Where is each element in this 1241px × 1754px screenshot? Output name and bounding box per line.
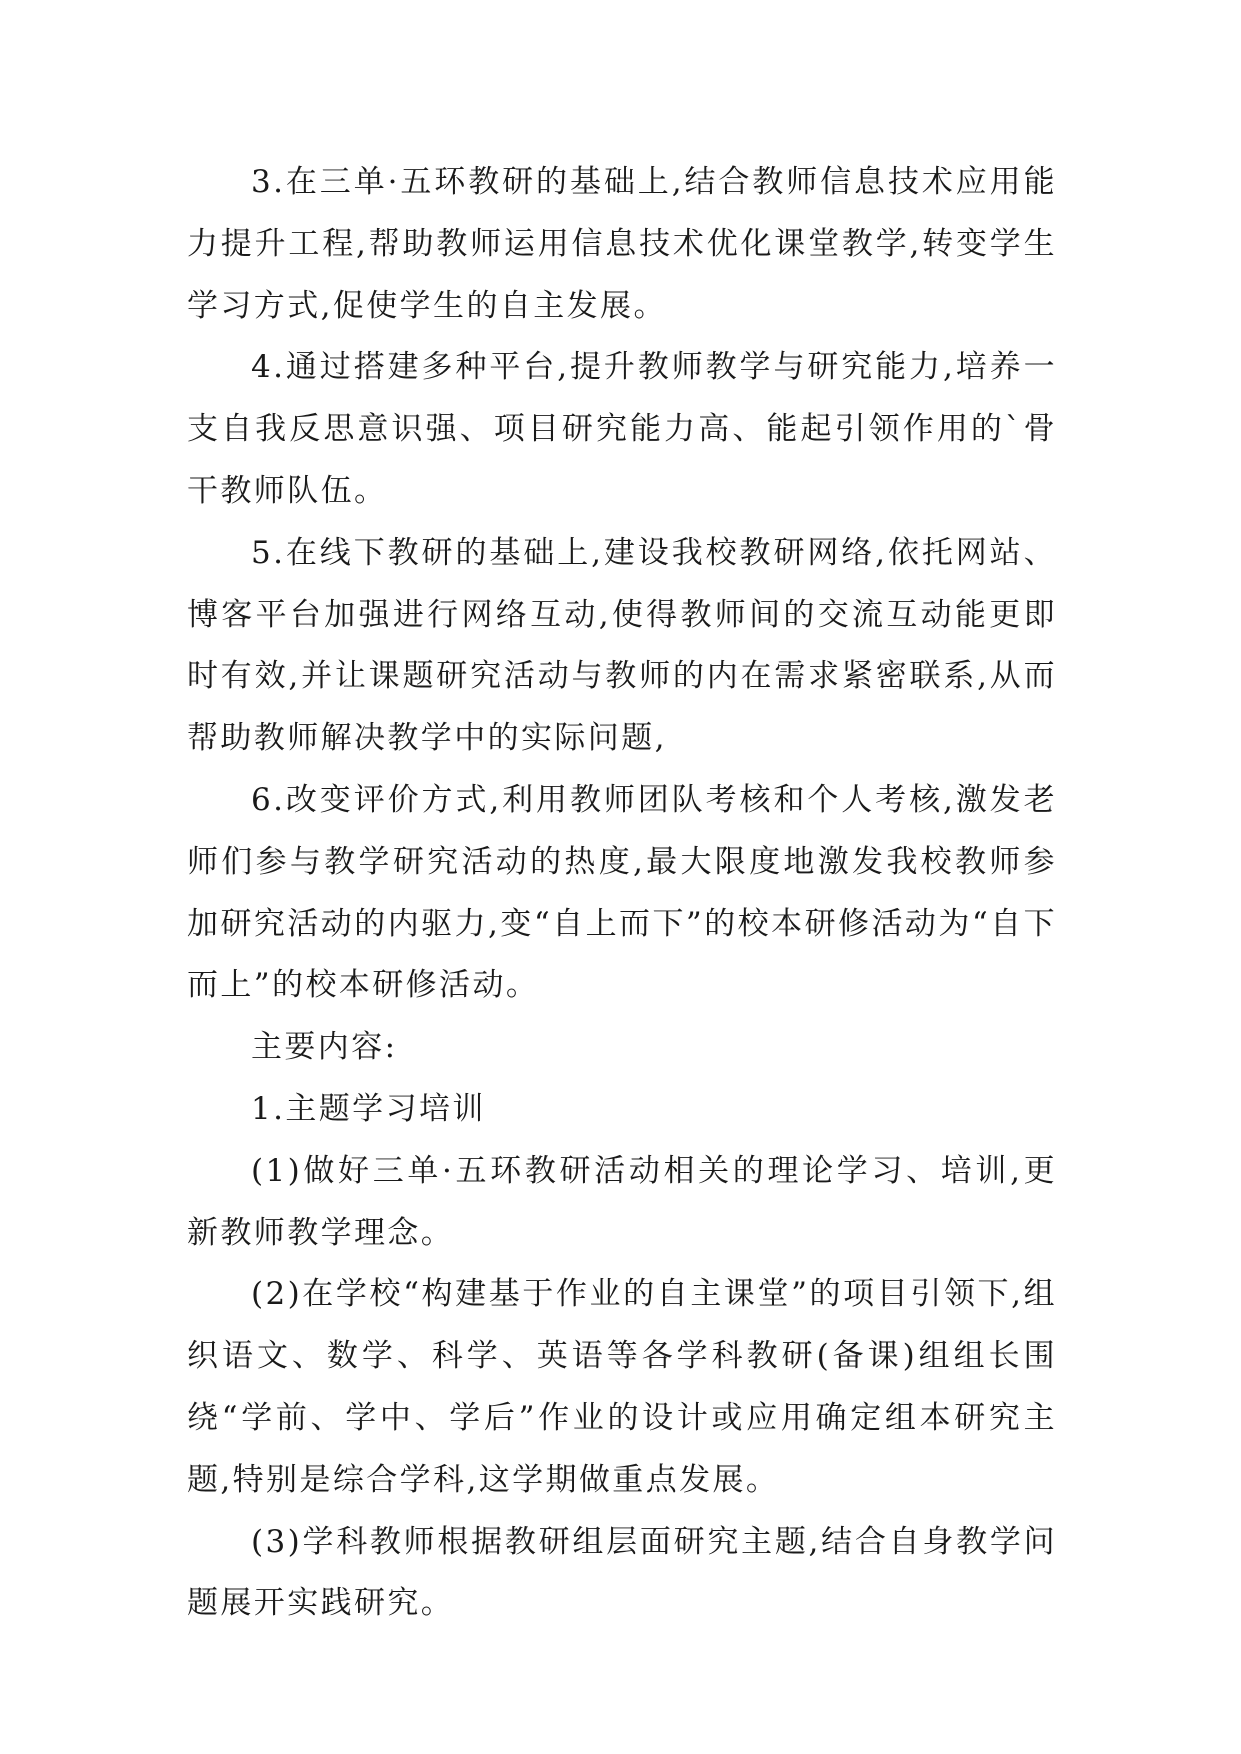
paragraph-goal-3: 3.在三单·五环教研的基础上,结合教师信息技术应用能力提升工程,帮助教师运用信息技术优化课堂教学,转变学生学习方式,促使学生的自主发展。 [187, 164, 1057, 324]
paragraph-item-2: (2)在学校“构建基于作业的自主课堂”的项目引领下,组织语文、数学、科学、英语等各学科教研(备课)组组长围绕“学前、学中、学后”作业的设计或应用确定组本研究主题,特别是综合学科,这学期做重点发展。 [187, 1276, 1057, 1498]
document-body [187, 152, 1057, 1635]
paragraph-goal-6: 6.改变评价方式,利用教师团队考核和个人考核,激发老师们参与教学研究活动的热度,最大限度地激发我校教师参加研究活动的内驱力,变“自上而下”的校本研修活动为“自下而上”的校本研修活动。 [187, 781, 1057, 1004]
section-heading-main-content: 主要内容: [251, 1029, 398, 1066]
paragraph-goal-4: 4.通过搭建多种平台,提升教师教学与研究能力,培养一支自我反思意识强、项目研究能力高、能起引领作用的`骨干教师队伍。 [187, 349, 1057, 509]
subheading-theme-training: 1.主题学习培训 [251, 1090, 486, 1127]
paragraph-item-3: (3)学科教师根据教研组层面研究主题,结合自身教学问题展开实践研究。 [187, 1523, 1057, 1622]
paragraph-item-1: (1)做好三单·五环教研活动相关的理论学习、培训,更新教师教学理念。 [187, 1152, 1057, 1251]
paragraph-goal-5: 5.在线下教研的基础上,建设我校教研网络,依托网站、博客平台加强进行网络互动,使得教师间的交流互动能更即时有效,并让课题研究活动与教师的内在需求紧密联系,从而帮助教师解决教学中的实际问题, [187, 534, 1057, 757]
